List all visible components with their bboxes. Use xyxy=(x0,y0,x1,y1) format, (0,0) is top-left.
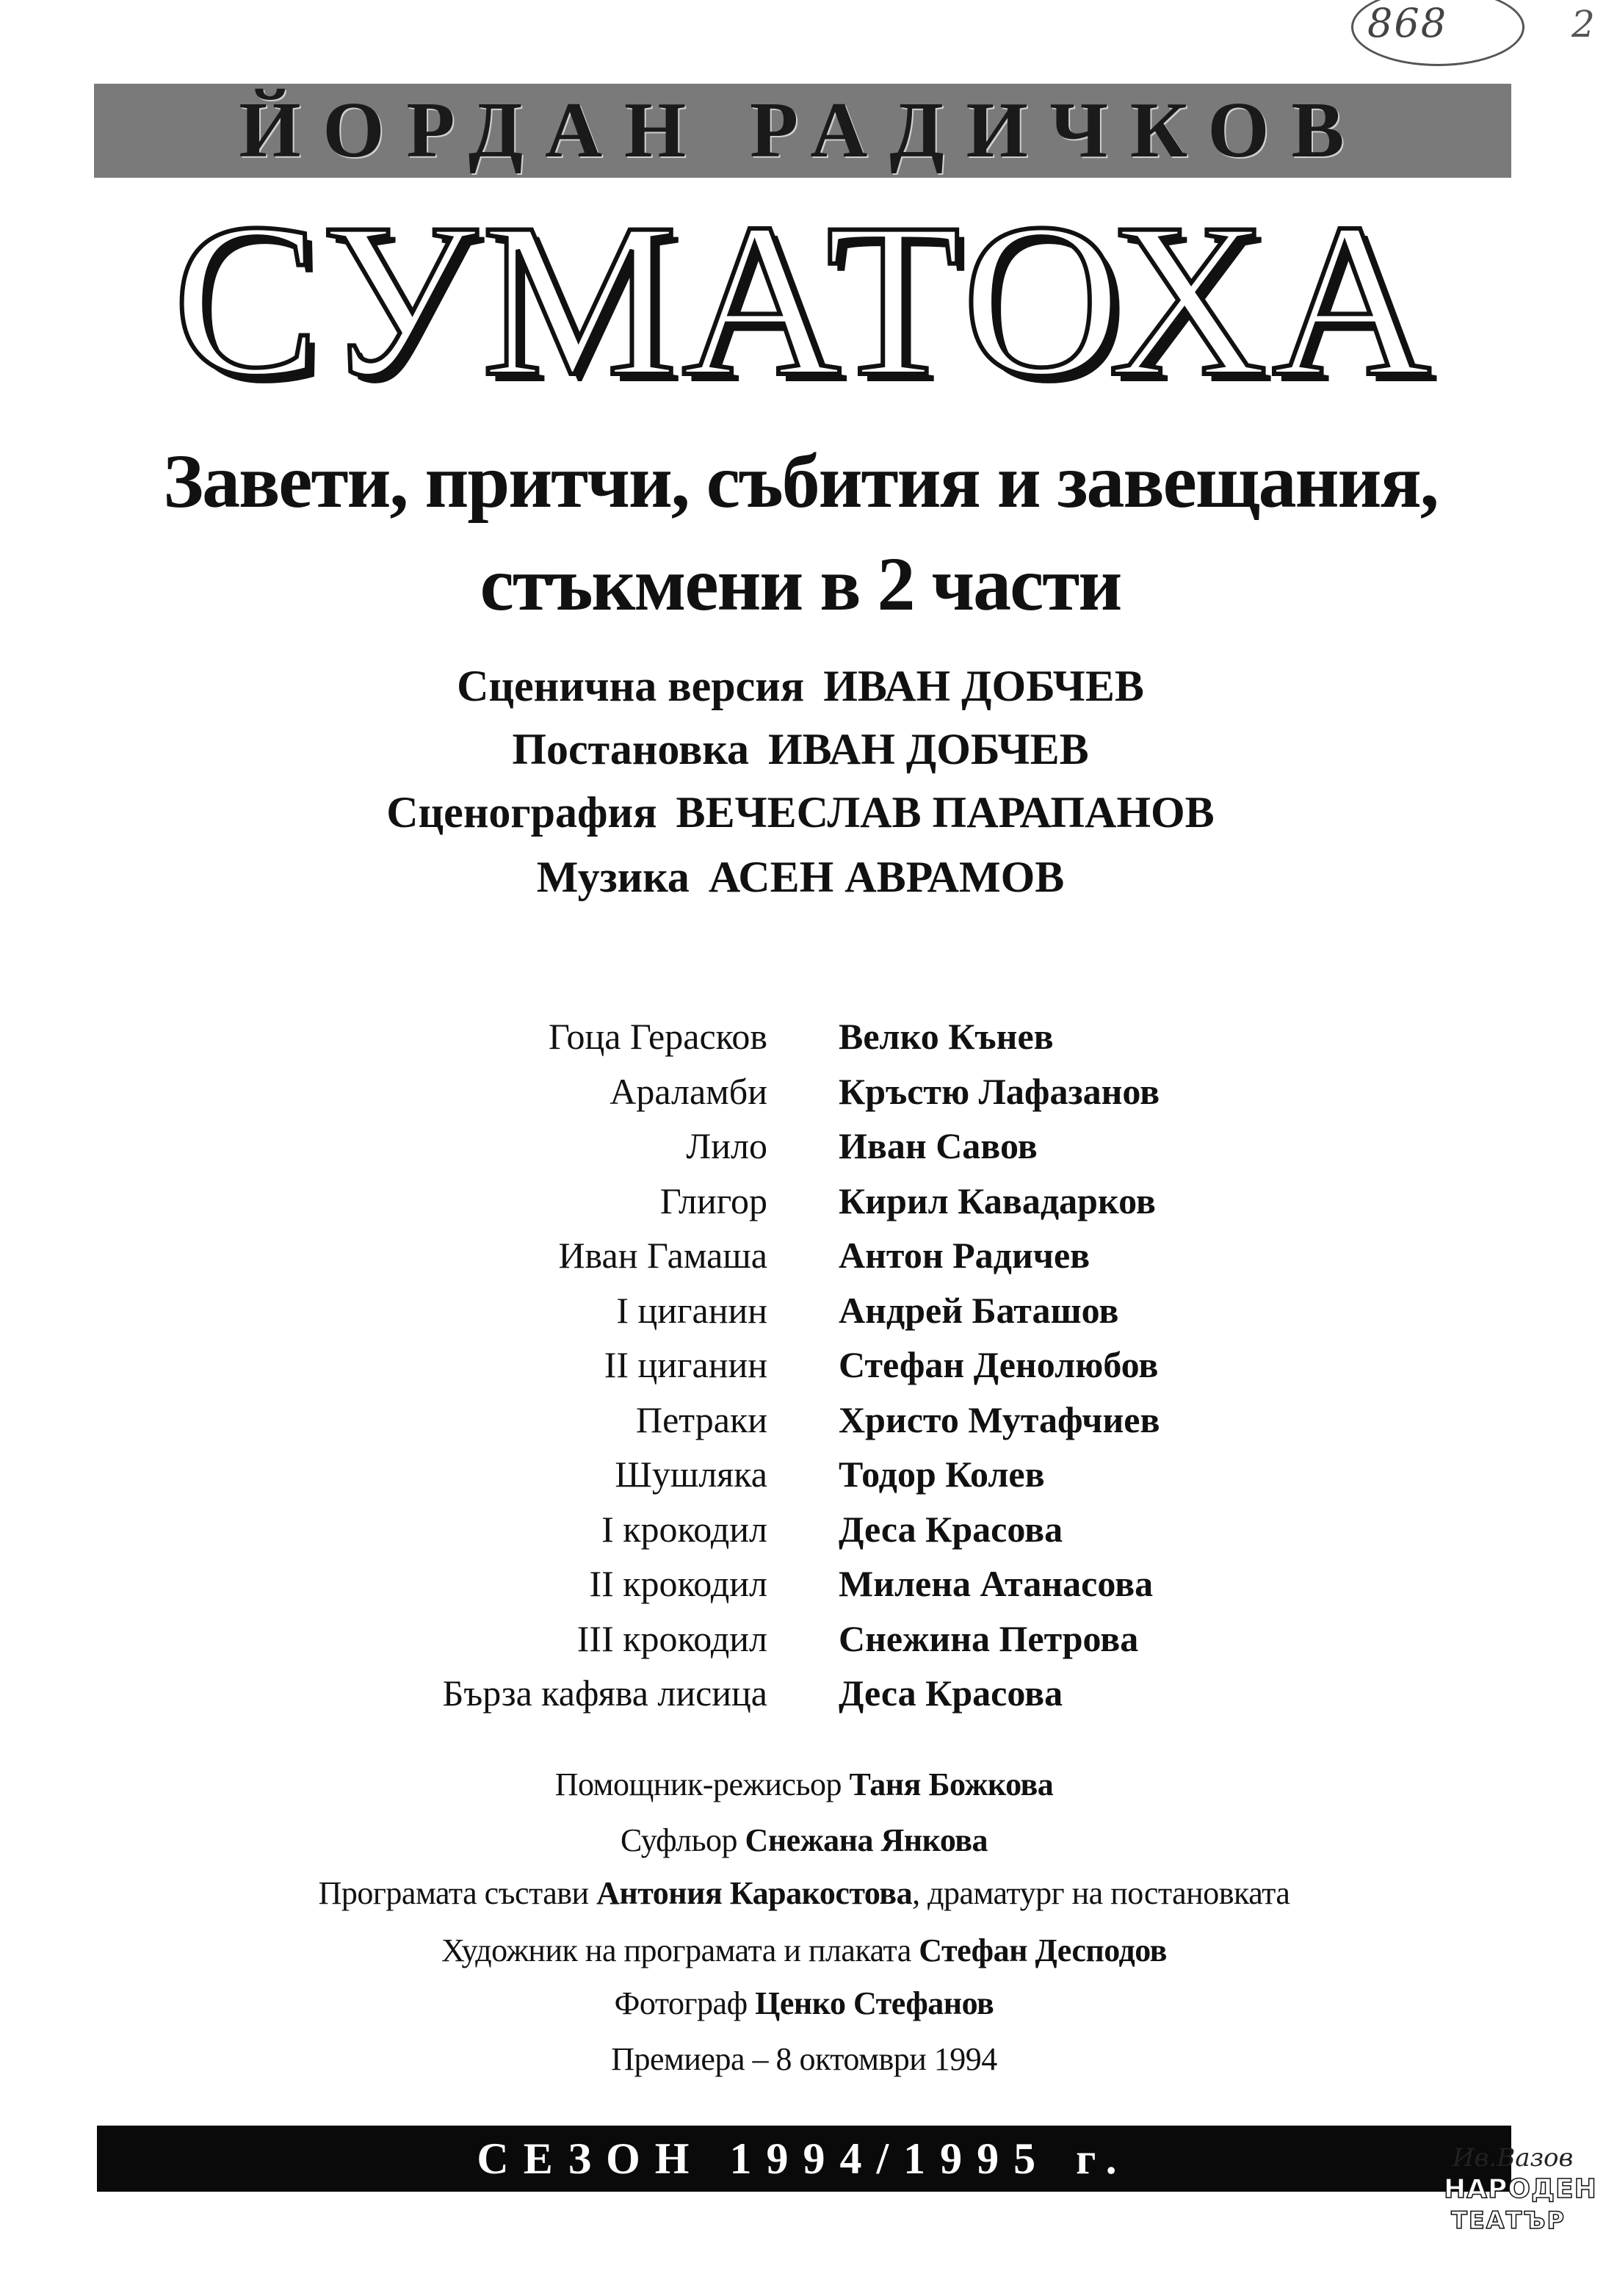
credit-name: ИВАН ДОБЧЕВ xyxy=(823,662,1144,710)
cast-row xyxy=(0,1343,1606,1398)
premiere-date: Премиера – 8 октомври 1994 xyxy=(611,2041,997,2077)
author-banner xyxy=(94,84,1511,178)
archive-suffix: 2 xyxy=(1571,3,1595,46)
cast-row xyxy=(0,1070,1606,1125)
cast-actor: Кръстю Лафазанов xyxy=(839,1070,1160,1112)
cast-actor: Снежина Петрова xyxy=(839,1617,1139,1659)
logo-text-line-2: ТЕАТЪР xyxy=(1451,2206,1566,2234)
national-theatre-logo xyxy=(1444,2143,1597,2246)
archive-number: 868 xyxy=(1367,0,1448,46)
cast-row xyxy=(0,1234,1606,1289)
cast-actor: Христо Мутафчиев xyxy=(839,1398,1160,1440)
cast-row xyxy=(0,1289,1606,1344)
author-name: ЙОРДАН РАДИЧКОВ xyxy=(239,87,1367,174)
cast-actor: Антон Радичев xyxy=(839,1235,1090,1276)
play-title: СУМАТОХА xyxy=(173,178,1436,422)
credit-name: ВЕЧЕСЛАВ ПАРАПАНОВ xyxy=(676,788,1215,837)
cast-role: Араламби xyxy=(610,1070,767,1112)
cast-role: II циганин xyxy=(604,1344,767,1385)
logo-signature: Ив.Вазов xyxy=(1453,2143,1574,2173)
staff-name: Таня Божкова xyxy=(849,1766,1054,1802)
cast-role: I крокодил xyxy=(601,1508,767,1550)
staff-label: Програмата състави xyxy=(318,1875,589,1911)
staff-name: Снежана Янкова xyxy=(745,1822,988,1858)
cast-role: I циганин xyxy=(616,1289,767,1331)
subtitle-line-1: Завети, притчи, събития и завещания, xyxy=(163,439,1438,524)
staff-name: Стефан Десподов xyxy=(919,1932,1167,1968)
staff-label: Помощник-режисьор xyxy=(554,1766,842,1802)
staff-assistant-director xyxy=(73,1766,1535,1802)
credit-stage-version xyxy=(73,664,1527,708)
credit-scenography xyxy=(73,788,1527,837)
cast-actor: Кирил Кавадарков xyxy=(839,1180,1156,1221)
cast-row xyxy=(0,1562,1606,1617)
staff-suffix: , драматург на постановката xyxy=(912,1875,1290,1911)
cast-role: II крокодил xyxy=(589,1563,767,1604)
staff-label: Суфльор xyxy=(620,1822,738,1858)
cast-list xyxy=(0,1015,1606,1727)
cast-row xyxy=(0,1508,1606,1563)
staff-prompter xyxy=(73,1824,1535,1857)
staff-name: Антония Каракостова xyxy=(596,1875,913,1911)
credit-label: Сценография xyxy=(386,788,657,837)
cast-role: Петраки xyxy=(635,1398,767,1440)
cast-role: Гоца Герасков xyxy=(549,1016,767,1057)
season-text: СЕЗОН 1994/1995 г. xyxy=(477,2134,1132,2183)
cast-actor: Милена Атанасова xyxy=(839,1563,1154,1604)
staff-artist xyxy=(73,1932,1535,1968)
credit-staging xyxy=(73,727,1527,771)
credit-label: Сценична версия xyxy=(457,662,805,710)
cast-role: Иван Гамаша xyxy=(558,1235,767,1276)
credit-label: Музика xyxy=(536,853,690,901)
staff-program-compiler xyxy=(73,1877,1535,1910)
staff-name: Ценко Стефанов xyxy=(755,1985,994,2021)
cast-role: Лило xyxy=(686,1125,767,1166)
cast-row xyxy=(0,1015,1606,1070)
cast-actor: Деса Красова xyxy=(839,1672,1063,1714)
cast-role: Бърза кафява лисица xyxy=(442,1672,767,1714)
cast-actor: Андрей Баташов xyxy=(839,1289,1119,1331)
cast-row xyxy=(0,1617,1606,1672)
cast-role: Глигор xyxy=(659,1180,767,1221)
cast-actor: Велко Кънев xyxy=(839,1016,1054,1057)
cast-row xyxy=(0,1672,1606,1727)
cast-actor: Стефан Денолюбов xyxy=(839,1344,1159,1385)
staff-label: Художник на програмата и плаката xyxy=(441,1932,911,1968)
cast-row xyxy=(0,1453,1606,1508)
cast-row xyxy=(0,1124,1606,1180)
credit-name: АСЕН АВРАМОВ xyxy=(708,853,1065,901)
cast-row xyxy=(0,1180,1606,1235)
credit-label: Постановка xyxy=(512,725,750,773)
cast-role: Шушляка xyxy=(615,1454,767,1495)
staff-label: Фотограф xyxy=(614,1985,748,2021)
cast-actor: Тодор Колев xyxy=(839,1454,1045,1495)
season-banner xyxy=(97,2126,1511,2192)
cast-actor: Иван Савов xyxy=(839,1125,1038,1166)
subtitle-line-2: стъкмени в 2 части xyxy=(480,542,1121,627)
cast-role: III крокодил xyxy=(576,1617,767,1659)
cast-actor: Деса Красова xyxy=(839,1508,1063,1550)
logo-text-line-1: НАРОДЕН xyxy=(1444,2174,1597,2204)
cast-row xyxy=(0,1398,1606,1454)
staff-photographer xyxy=(73,1985,1535,2021)
credit-name: ИВАН ДОБЧЕВ xyxy=(768,725,1089,773)
credit-music xyxy=(73,855,1527,899)
